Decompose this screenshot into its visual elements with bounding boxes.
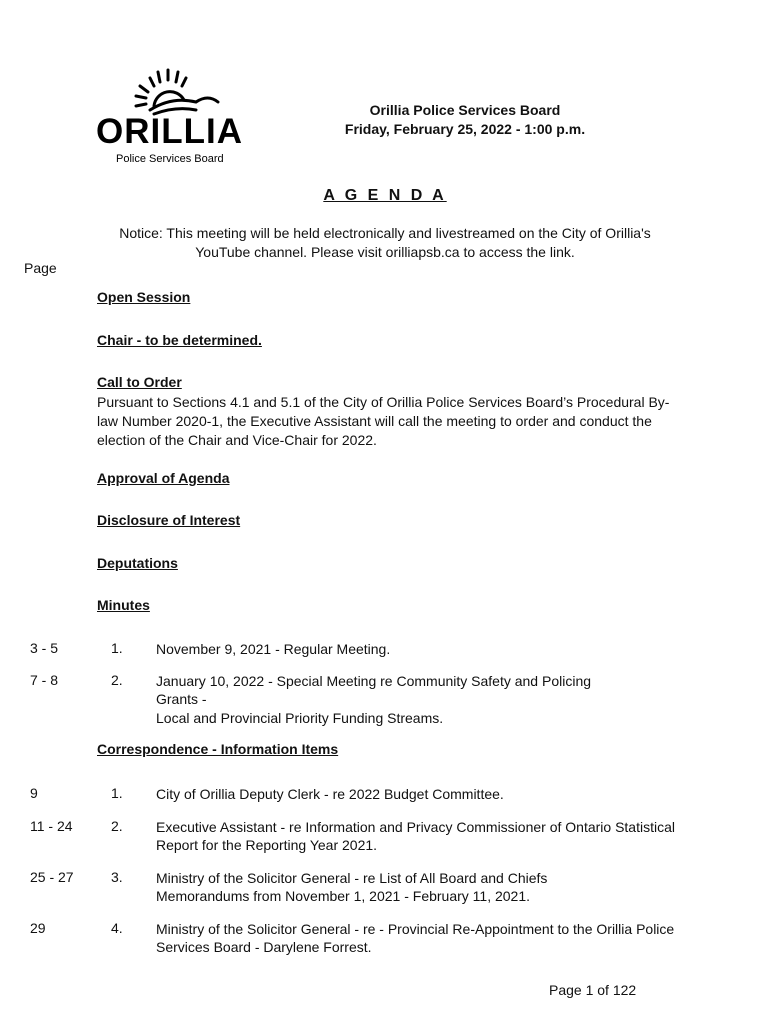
- minutes-item-1-text: November 9, 2021 - Regular Meeting.: [156, 641, 391, 657]
- correspondence-item-3-number: 3.: [111, 869, 123, 885]
- section-minutes: Minutes: [97, 597, 150, 613]
- section-correspondence: Correspondence - Information Items: [97, 741, 339, 757]
- logo-wordmark: ORILLIA: [96, 112, 243, 151]
- correspondence-item-4-pages: 29: [30, 920, 46, 936]
- minutes-item-2-pages: 7 - 8: [30, 672, 59, 688]
- minutes-item-1-number: 1.: [111, 640, 123, 656]
- board-name: Orillia Police Services Board: [369, 102, 561, 118]
- minutes-item-2-text: January 10, 2022 - Special Meeting re Community Safety and Policing Grants -: [156, 673, 592, 707]
- correspondence-item-2-text: Executive Assistant - re Information and Privacy Commissioner of Ontario Statistical Report for the Reporting Year 2021.: [156, 819, 675, 853]
- section-call-to-order: Call to Order: [97, 374, 182, 390]
- correspondence-item-1-number: 1.: [111, 785, 123, 801]
- correspondence-item-3-pages: 25 - 27: [30, 869, 74, 885]
- page-footer: Page 1 of 122: [549, 982, 637, 998]
- correspondence-item-1-pages: 9: [30, 785, 38, 801]
- call-to-order-text: Pursuant to Sections 4.1 and 5.1 of the City of Orillia Police Services Board’s Procedural By-law Number 2020-1, the Executive Assistant will call the meeting to order and conduct the election of the Chair and Vice-Chair for 2022.: [97, 394, 670, 448]
- section-approval-of-agenda: Approval of Agenda: [97, 470, 230, 486]
- correspondence-item-1-text: City of Orillia Deputy Clerk - re 2022 Budget Committee.: [156, 786, 504, 802]
- section-open-session: Open Session: [97, 289, 191, 305]
- minutes-item-2-text-cont: Local and Provincial Priority Funding Streams.: [156, 710, 444, 726]
- section-chair: Chair - to be determined.: [97, 332, 262, 348]
- meeting-notice: Notice: This meeting will be held electronically and livestreamed on the City of Orillia's YouTube channel. Please visit orilliapsb.ca to access the link.: [119, 225, 651, 260]
- correspondence-item-2-pages: 11 - 24: [30, 818, 73, 834]
- correspondence-item-3-text: Ministry of the Solicitor General - re List of All Board and Chiefs Memorandums from November 1, 2021 - February 11, 2021.: [156, 870, 548, 904]
- correspondence-item-4-text: Ministry of the Solicitor General - re - Provincial Re-Appointment to the Orillia Police Services Board - Darylene Forrest.: [156, 921, 675, 955]
- section-disclosure-of-interest: Disclosure of Interest: [97, 512, 241, 528]
- section-deputations: Deputations: [97, 555, 178, 571]
- page-column-header: Page: [24, 260, 57, 276]
- minutes-item-1-pages: 3 - 5: [30, 640, 59, 656]
- minutes-item-2-number: 2.: [111, 672, 123, 688]
- correspondence-item-2-number: 2.: [111, 818, 123, 834]
- agenda-title: A G E N D A: [323, 187, 447, 204]
- meeting-date: Friday, February 25, 2022 - 1:00 p.m.: [344, 121, 586, 137]
- logo-subtitle: Police Services Board: [116, 153, 224, 165]
- correspondence-item-4-number: 4.: [111, 920, 123, 936]
